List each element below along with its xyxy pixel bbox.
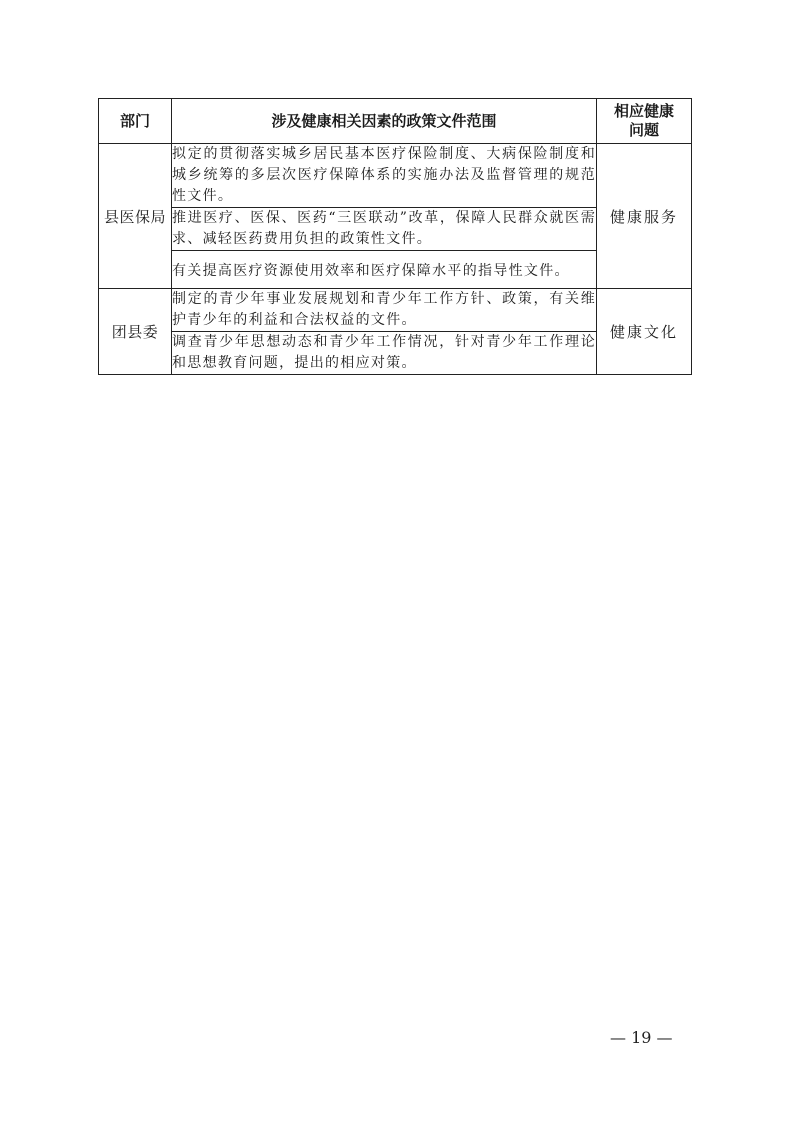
scope-cell: 制定的青少年事业发展规划和青少年工作方针、政策，有关维护青少年的利益和合法权益的文件。 <box>172 289 597 332</box>
health-issue-cell: 健康服务 <box>597 144 692 289</box>
header-health-issue-line2: 问题 <box>628 121 659 139</box>
header-scope: 涉及健康相关因素的政策文件范围 <box>172 99 597 144</box>
table-header-row <box>99 99 692 144</box>
health-issue-cell: 健康文化 <box>597 289 692 375</box>
page-number: — 19 — <box>610 1028 673 1047</box>
header-department: 部门 <box>99 99 172 144</box>
table-row <box>99 289 692 332</box>
department-cell: 县医保局 <box>99 144 172 289</box>
policy-scope-table <box>98 98 692 375</box>
scope-cell: 调查青少年思想动态和青少年工作情况，针对青少年工作理论和思想教育问题，提出的相应对策。 <box>172 332 597 375</box>
table-row <box>99 144 692 208</box>
header-health-issue <box>597 99 692 144</box>
scope-cell: 有关提高医疗资源使用效率和医疗保障水平的指导性文件。 <box>172 251 597 289</box>
header-health-issue-line1: 相应健康 <box>613 102 674 120</box>
scope-cell: 拟定的贯彻落实城乡居民基本医疗保险制度、大病保险制度和城乡统筹的多层次医疗保障体系的实施办法及监督管理的规范性文件。 <box>172 144 597 208</box>
scope-cell: 推进医疗、医保、医药“三医联动”改革，保障人民群众就医需求、减轻医药费用负担的政策性文件。 <box>172 208 597 251</box>
department-cell: 团县委 <box>99 289 172 375</box>
